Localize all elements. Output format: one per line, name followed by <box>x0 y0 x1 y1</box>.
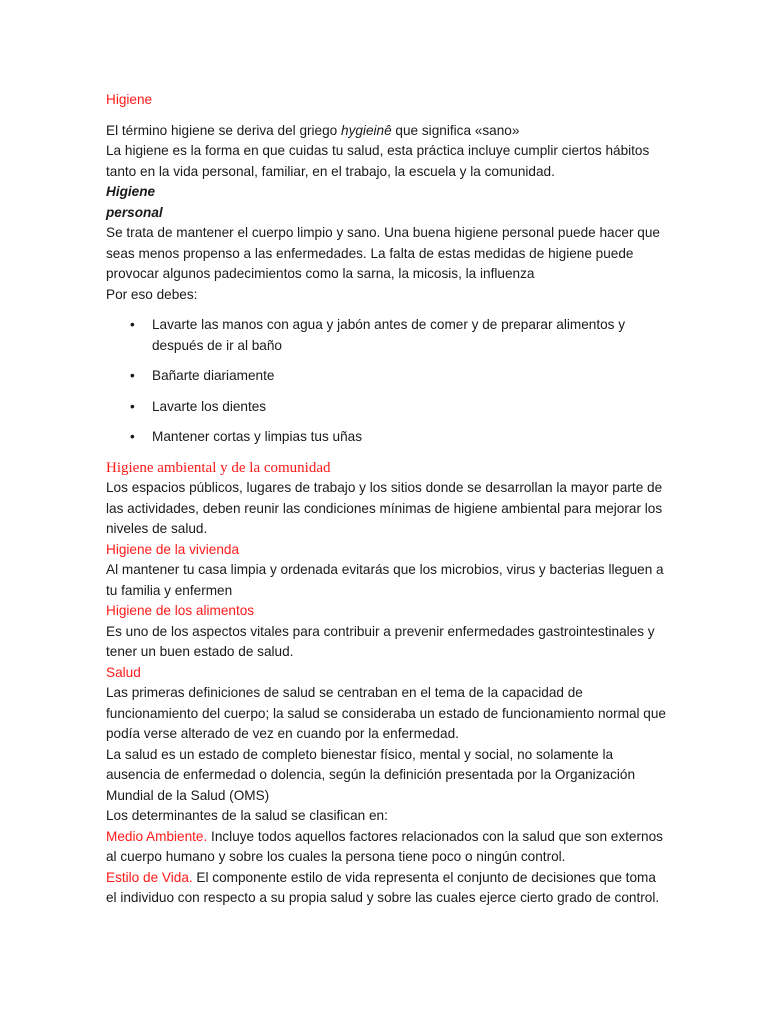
bullet-icon: • <box>130 429 135 444</box>
personal-paragraph: Se trata de mantener el cuerpo limpio y sano. Una buena higiene personal puede hacer que seas menos propenso a las enfermedades. La falta de estas medidas de higiene puede provocar algunos padecimientos como la sarna, la micosis, la influenza <box>106 225 660 281</box>
bullet-icon: • <box>130 317 135 332</box>
alimentos-heading: Higiene de los alimentos <box>106 603 255 618</box>
personal-heading-line2: personal <box>106 204 163 220</box>
intro-line-post: que significa «sano» <box>391 122 520 138</box>
medio-ambiente-paragraph <box>106 827 666 868</box>
por-eso-line: Por eso debes: <box>106 286 198 302</box>
alimentos-paragraph: Es uno de los aspectos vitales para contribuir a prevenir enfermedades gastrointestinales y tener un buen estado de salud. <box>106 623 655 659</box>
page-title: Higiene <box>106 92 153 107</box>
medio-ambiente-text: Incluye todos aquellos factores relacionados con la salud que son externos al cuerpo humano y sobre los cuales la persona tiene poco o ningún control. <box>106 828 663 864</box>
list-item <box>106 427 666 448</box>
intro-greek-term: hygieinê <box>341 122 392 138</box>
personal-heading-line1: Higiene <box>106 184 156 199</box>
list-item <box>106 397 666 418</box>
list-item-text: Lavarte las manos con agua y jabón antes de comer y de preparar alimentos y después de ir al baño <box>152 317 626 353</box>
list-item-text: Lavarte los dientes <box>152 398 267 414</box>
hygiene-bullet-list <box>106 315 666 448</box>
salud-paragraph-1: Las primeras definiciones de salud se centraban en el tema de la capacidad de funcionamiento del cuerpo; la salud se consideraba un estado de funcionamiento normal que podía verse alterado de vez en cuando por la enfermedad. <box>106 685 666 741</box>
ambiental-heading: Higiene ambiental y de la comunidad <box>106 459 331 476</box>
estilo-vida-paragraph <box>106 868 666 909</box>
list-item-text: Mantener cortas y limpias tus uñas <box>152 429 363 444</box>
medio-ambiente-label: Medio Ambiente. <box>106 828 208 844</box>
ambiental-paragraph: Los espacios públicos, lugares de trabajo y los sitios donde se desarrollan la mayor parte de las actividades, deben reunir las condiciones mínimas de higiene ambiental para mejorar los niveles de salud. <box>106 480 663 536</box>
list-item <box>106 315 666 356</box>
list-item-text: Bañarte diariamente <box>152 368 275 383</box>
salud-paragraph-2: La salud es un estado de completo bienestar físico, mental y social, no solamente la ausencia de enfermedad o dolencia, según la definición presentada por la Organización Mundial de la Salud (OMS) <box>106 746 636 803</box>
bullet-icon: • <box>130 368 135 383</box>
intro-paragraph: La higiene es la forma en que cuidas tu salud, esta práctica incluye cumplir ciertos hábitos tanto en la vida personal, familiar, en el trabajo, la escuela y la comunidad. <box>106 143 650 179</box>
bullet-icon: • <box>130 398 135 414</box>
vivienda-paragraph: Al mantener tu casa limpia y ordenada evitarás que los microbios, virus y bacterias lleguen a tu familia y enfermen <box>106 562 664 598</box>
estilo-vida-label: Estilo de Vida. <box>106 869 193 885</box>
intro-line-pre: El término higiene se deriva del griego <box>106 122 342 138</box>
estilo-vida-text: El componente estilo de vida representa el conjunto de decisiones que toma el individuo con respecto a su propia salud y sobre las cuales ejerce cierto grado de control. <box>106 869 660 905</box>
salud-heading: Salud <box>106 664 141 680</box>
vivienda-heading: Higiene de la vivienda <box>106 541 240 557</box>
document-body <box>106 90 666 909</box>
intro-line <box>106 121 666 142</box>
list-item <box>106 366 666 387</box>
determinantes-intro: Los determinantes de la salud se clasifican en: <box>106 808 388 823</box>
